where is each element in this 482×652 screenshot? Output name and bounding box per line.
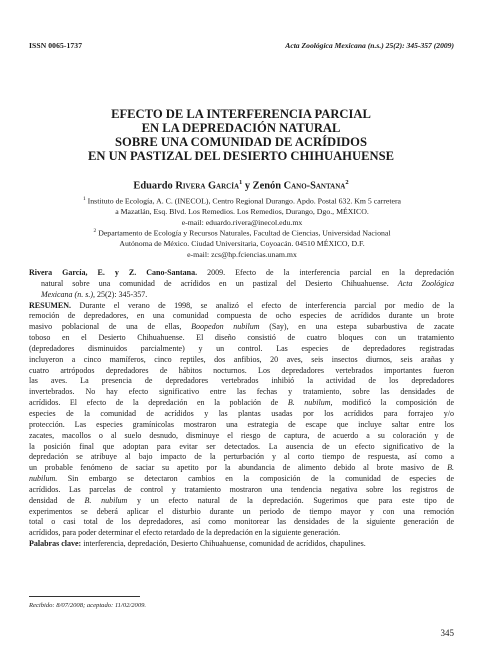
affil2-email: e-mail: zcs@hp.fciencias.unam.mx bbox=[187, 250, 297, 260]
title-line: SOBRE UNA COMUNIDAD DE ACRÍDIDOS bbox=[115, 135, 367, 149]
abstract bbox=[29, 301, 454, 540]
abstract-line: las aves. La presencia de depredadores vertebrados inhibió la actividad de los depredadores bbox=[29, 376, 454, 386]
abstract-line: Sin embargo se detectaron cambios en la composición de la comunidad de especies de bbox=[67, 474, 454, 484]
keywords-label: Palabras clave: bbox=[29, 539, 82, 549]
abstract-heading: RESUMEN. bbox=[29, 300, 72, 310]
abstract-line: depredación se atribuye al bajo impacto de la perturbación y al corto tiempo de respuesta, así como a bbox=[29, 452, 454, 462]
running-header bbox=[29, 41, 454, 53]
abstract-line: total o casi total de los depredadores, así como monitorear las densidades de la siguiente generación de bbox=[29, 517, 454, 527]
affil2-line: Departamento de Ecología y Recursos Naturales, Facultad de Ciencias, Universidad Nacional bbox=[98, 228, 391, 238]
species-name: B. bbox=[447, 463, 454, 473]
affiliation-2 bbox=[30, 226, 454, 261]
keywords bbox=[29, 539, 454, 550]
citation-journal: Acta Zoológica bbox=[397, 278, 454, 288]
abstract-line: remoción de depredadores, en una comunidad compuesta de ocho especies de acrídidos durante un brote bbox=[29, 311, 454, 321]
affil1-line: Instituto de Ecología, A. C. (INECOL), Centro Regional Durango. Apdo. Postal 632. Km 5 carretera bbox=[87, 196, 402, 206]
affil1-mark: 1 bbox=[82, 196, 86, 202]
author2-last-name: Cano-Santana bbox=[283, 180, 346, 192]
author-list bbox=[30, 179, 452, 191]
abstract-line: protección. Las especies gramínicolas mostraron una estrategia de escape que incluye saltar entre los bbox=[29, 419, 454, 429]
citation-pages: 25(2): 345-357. bbox=[96, 289, 148, 299]
abstract-line: acrídidos, para poder determinar el efecto retardado de la depredación en la siguiente generación. bbox=[29, 528, 341, 538]
author2-first-name: Zenón bbox=[252, 180, 281, 192]
abstract-line: acrídidos. El efecto de la depredación en la población de bbox=[29, 398, 279, 408]
abstract-line: un probable fenómeno de saciar su apetito por la abundancia de alimento debido al brote masivo de bbox=[29, 463, 440, 473]
author1-affil-mark: 1 bbox=[239, 179, 243, 186]
journal-citation-header: Acta Zoológica Mexicana (n.s.) 25(2): 345-357 (2009) bbox=[285, 41, 454, 50]
citation-block bbox=[29, 268, 454, 301]
received-dates: Recibido: 8/07/2008; aceptado: 11/02/2009. bbox=[29, 602, 147, 609]
citation-journal: Mexicana (n. s.), bbox=[41, 289, 95, 299]
species-name: B. nubilum bbox=[84, 495, 128, 505]
abstract-line: invertebrados. No hay efecto significativo entre las fechas y tratamiento, sobre las densidades de bbox=[29, 387, 454, 397]
title-line: EN LA DEPREDACIÓN NATURAL bbox=[141, 121, 341, 135]
abstract-line: y un efecto natural de la depredación. Sugerimos que para este tipo de bbox=[137, 495, 454, 505]
author1-first-name: Eduardo bbox=[133, 180, 173, 192]
abstract-line: zacates, macollos o al suelo desnudo, disminuye el riesgo de captura, de acuerdo a su coloración y de bbox=[29, 430, 454, 440]
abstract-line: cuatro artrópodos depredadores de hábitos nocturnos. Los depredadores vertebrados importantes fueron bbox=[29, 365, 454, 375]
species-name: nubilum. bbox=[29, 474, 58, 484]
abstract-line: incluyeron a cinco mamíferos, cinco reptiles, dos anfibios, 20 aves, seis insectos diurnos, seis arañas y bbox=[29, 354, 454, 364]
abstract-line: densidad de bbox=[29, 495, 75, 505]
species-name: Boopedon nubilum bbox=[191, 322, 260, 332]
footnote-divider bbox=[29, 596, 140, 597]
title-line: EFECTO DE LA INTERFERENCIA PARCIAL bbox=[111, 107, 371, 121]
citation-text: 2009. Efecto de la interferencia parcial en la depredación bbox=[207, 268, 455, 277]
abstract-line: (Say), en una estepa subarbustiva de zacate bbox=[269, 322, 454, 332]
abstract-line: masivo poblacional de una de ellas, bbox=[29, 322, 182, 332]
abstract-line: la posición final que adoptan para evitar ser detectados. La ausencia de un efecto significativo de la bbox=[29, 441, 454, 451]
affiliation-1 bbox=[30, 194, 454, 229]
author2-affil-mark: 2 bbox=[345, 179, 349, 186]
author-conjunction: y bbox=[244, 180, 251, 192]
abstract-line: Durante el verano de 1998, se analizó el efecto de interferencia parcial por medio de la bbox=[79, 300, 455, 310]
author1-last-name: Rivera García bbox=[175, 180, 239, 192]
citation-authors: Rivera García, E. y Z. Cano-Santana. bbox=[29, 268, 198, 277]
affil2-line: Autónoma de México. Ciudad Universitaria, Coyoacán. 04510 MÉXICO, D.F. bbox=[119, 239, 365, 249]
abstract-line: (depredadores disminuidos parcialmente) y un control. Las especies de depredadores registradas bbox=[29, 343, 454, 353]
abstract-line: especies de la comunidad de acrídidos y las plantas usadas por los acrídidos para forrajeo y/o bbox=[29, 408, 454, 418]
abstract-line: acrídidos. Las parcelas de control y tratamiento mostraron una tendencia negativa sobre los registros de bbox=[29, 484, 454, 494]
abstract-line: experimentos se deberá aplicar el disturbio durante un periodo de tiempo mayor y con una remoción bbox=[29, 506, 454, 516]
abstract-line: toboso en el Desierto Chihuahuense. El diseño consistió de cuatro bloques con un tratamiento bbox=[29, 333, 454, 343]
page-number: 345 bbox=[440, 628, 454, 638]
abstract-line: , modificó la composición de bbox=[330, 398, 455, 408]
affil2-mark: 2 bbox=[93, 228, 97, 234]
affil1-email: e-mail: eduardo.rivera@inecol.edu.mx bbox=[181, 218, 303, 228]
article-title bbox=[30, 107, 452, 163]
keywords-text: interferencia, depredación, Desierto Chihuahuense, comunidad de acrídidos, chapulines. bbox=[83, 539, 366, 549]
article-body bbox=[29, 268, 454, 550]
title-line: EN UN PASTIZAL DEL DESIERTO CHIHUAHUENSE bbox=[88, 149, 394, 163]
issn-label: ISSN 0065-1737 bbox=[29, 41, 83, 50]
species-name: B. nubilum bbox=[287, 398, 331, 408]
citation-text: natural sobre una comunidad de acrídidos en un pastizal del Desierto Chihuahuense. bbox=[41, 278, 389, 288]
affil1-line: a Mazatlán, Esq. Blvd. Los Remedios. Los Remedios, Durango, Dgo., MÉXICO. bbox=[115, 207, 369, 217]
